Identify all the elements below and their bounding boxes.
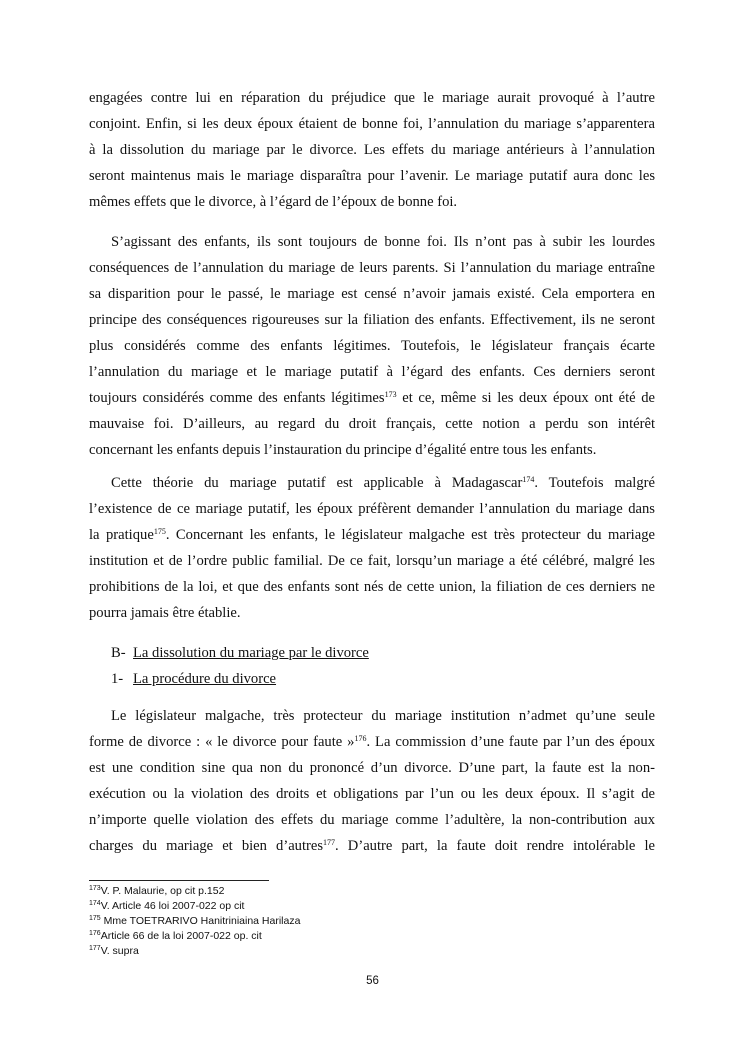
footnote-177	[89, 944, 489, 959]
text-segment: . Concernant les enfants, le législateur malgache est très protecteur du mariage	[165, 527, 655, 543]
text-line: conséquences de l’annulation du mariage de leurs parents. Si l’annulation du mariage entraîne	[89, 260, 655, 276]
heading-number: B-	[111, 645, 126, 661]
footnote-174	[89, 899, 489, 914]
paragraph-3	[89, 470, 655, 626]
text-line: mauvaise foi. D’ailleurs, au regard du droit français, cette notion a perdu son intérêt	[89, 416, 655, 432]
footnote-number: 175	[89, 915, 101, 922]
footnote-176	[89, 929, 489, 944]
section-heading-1	[89, 666, 655, 692]
text-line: Le législateur malgache, très protecteur du mariage institution n’admet qu’une seule	[111, 708, 655, 724]
text-line	[89, 729, 655, 755]
footnote-text: Article 66 de la loi 2007-022 op. cit	[100, 930, 262, 942]
text-segment: toujours considérés comme des enfants légitimes	[89, 390, 385, 406]
heading-number: 1-	[111, 671, 124, 687]
paragraph-4	[89, 703, 655, 859]
text-line	[89, 833, 655, 859]
text-line: sa disparition pour le passé, le mariage est censé n’avoir jamais existé. Cela emportera en	[89, 286, 655, 302]
text-line	[89, 385, 655, 411]
text-segment: forme de divorce : « le divorce pour faute »	[89, 734, 355, 750]
page-number: 56	[366, 975, 379, 987]
text-line: l’existence de ce mariage putatif, les époux préfèrent demander l’annulation du mariage dans	[89, 501, 655, 517]
text-line: n’importe quelle violation des effets du mariage comme l’adultère, la non-contribution aux	[89, 812, 655, 828]
footnote-number: 177	[89, 945, 101, 952]
footnote-ref-177[interactable]: 177	[323, 838, 336, 847]
footnote-text: V. supra	[100, 945, 139, 957]
text-line: l’annulation du mariage et le mariage putatif à l’égard des enfants. Ces derniers seront	[89, 364, 655, 380]
text-line	[89, 470, 655, 496]
footnote-ref-175[interactable]: 175	[153, 527, 166, 536]
footnote-text: Mme TOETRARIVO Hanitriniaina Harilaza	[100, 915, 301, 927]
section-heading-b	[89, 640, 655, 666]
footnotes	[89, 884, 489, 959]
text-line	[89, 522, 655, 548]
text-segment: . La commission d’une faute par l’un des époux	[366, 734, 656, 750]
text-line: à la dissolution du mariage par le divorce. Les effets du mariage antérieurs à l’annulation	[89, 142, 655, 158]
text-line: engagées contre lui en réparation du préjudice que le mariage aurait provoqué à l’autre	[89, 90, 655, 106]
text-line: pourra jamais être établie.	[89, 605, 241, 621]
text-line: est une condition sine qua non du prononcé d’un divorce. D’une part, la faute est la non-	[89, 760, 655, 776]
text-line: conjoint. Enfin, si les deux époux étaient de bonne foi, l’annulation du mariage s’apparentera	[89, 116, 655, 132]
heading-title: La dissolution du mariage par le divorce	[133, 645, 369, 661]
text-segment: la pratique	[89, 527, 154, 543]
text-segment: et ce, même si les deux époux ont été de	[396, 390, 655, 406]
footnote-separator	[89, 880, 269, 881]
footnote-number: 176	[89, 930, 101, 937]
text-segment: . D’autre part, la faute doit rendre intolérable le	[335, 838, 655, 854]
text-line: seront maintenus mais le mariage disparaîtra pour l’avenir. Le mariage putatif aura donc les	[89, 168, 655, 184]
text-line: prohibitions de la loi, et que des enfants sont nés de cette union, la filiation de ces derniers ne	[89, 579, 655, 595]
text-line: exécution ou la violation des droits et obligations par l’un ou les deux époux. Il s’agit de	[89, 786, 655, 802]
footnote-number: 174	[89, 900, 101, 907]
text-line: S’agissant des enfants, ils sont toujours de bonne foi. Ils n’ont pas à subir les lourdes	[111, 234, 655, 250]
paragraph-2	[89, 229, 655, 463]
section-headings	[89, 640, 655, 692]
paragraph-1	[89, 85, 655, 215]
heading-title: La procédure du divorce	[133, 671, 277, 687]
footnote-ref-174[interactable]: 174	[522, 475, 535, 484]
text-segment: Cette théorie du mariage putatif est applicable à Madagascar	[111, 475, 523, 491]
text-line: institution et de l’ordre public familial. De ce fait, lorsqu’un mariage a été célébré, malgré les	[89, 553, 655, 569]
footnote-175	[89, 914, 489, 929]
footnote-ref-176[interactable]: 176	[354, 734, 367, 743]
text-line: plus considérés comme des enfants légitimes. Toutefois, le législateur français écarte	[89, 338, 655, 354]
text-line: concernant les enfants depuis l’instauration du principe d’égalité entre tous les enfants.	[89, 442, 597, 458]
text-line: principe des conséquences rigoureuses sur la filiation des enfants. Effectivement, ils ne seront	[89, 312, 655, 328]
text-line: mêmes effets que le divorce, à l’égard de l’époux de bonne foi.	[89, 194, 458, 210]
footnote-text: V. P. Malaurie, op cit p.152	[100, 885, 225, 897]
text-segment: charges du mariage et bien d’autres	[89, 838, 324, 854]
footnote-173	[89, 884, 489, 899]
footnote-text: V. Article 46 loi 2007-022 op cit	[100, 900, 245, 912]
text-segment: . Toutefois malgré	[534, 475, 655, 491]
footnote-number: 173	[89, 885, 101, 892]
footnote-ref-173[interactable]: 173	[384, 390, 397, 399]
